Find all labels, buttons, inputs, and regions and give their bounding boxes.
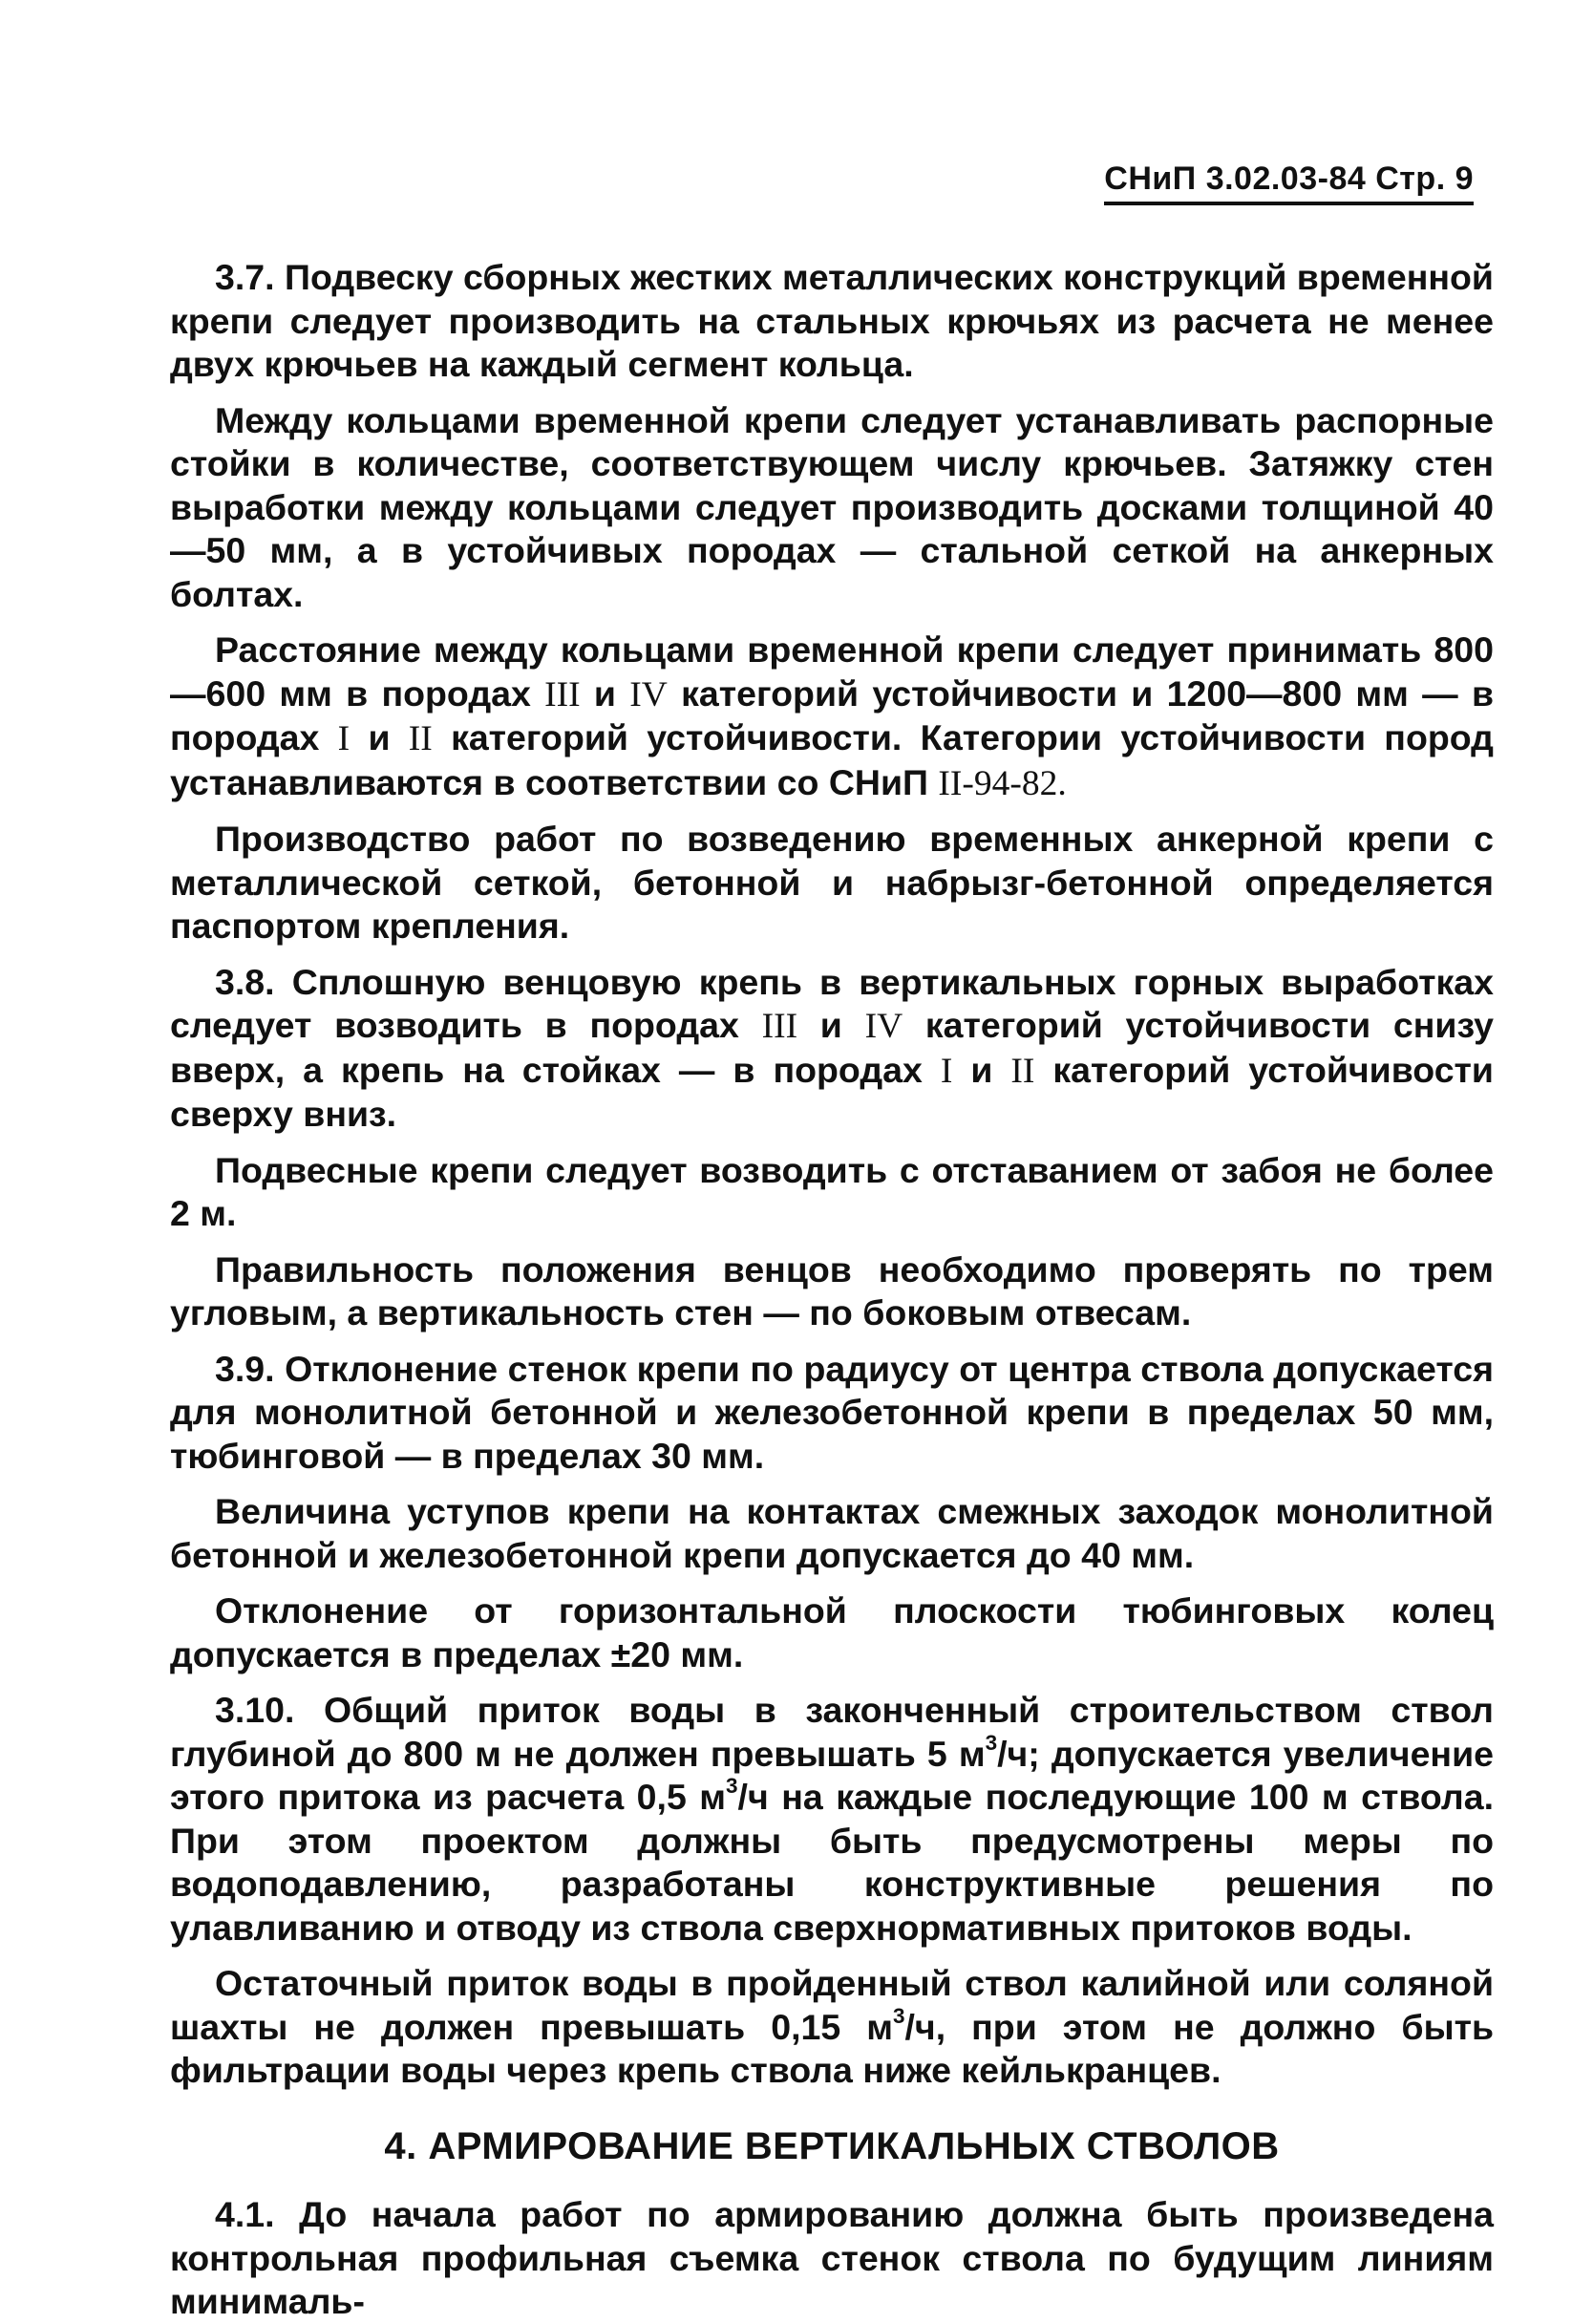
clause-number: 3.9. xyxy=(215,1348,275,1389)
paragraph: Производство работ по возведению временных анкерной крепи с металлической сеткой, бетонной и набрызг-бетонной определяется паспортом крепления. xyxy=(170,819,1494,946)
roman-numeral: III xyxy=(761,1007,798,1046)
page-header: СНиП 3.02.03-84 Стр. 9 xyxy=(1104,160,1474,205)
paragraph: Правильность положения венцов необходимо проверять по трем угловым, а вертикальность стен — по боковым отвесам. xyxy=(170,1248,1494,1333)
roman-numeral: IV xyxy=(864,1007,903,1046)
document-body xyxy=(170,256,1494,2324)
roman-numeral: I xyxy=(940,1051,953,1091)
paragraph xyxy=(170,629,1494,805)
text-run: категорий устойчивости и 1200—800 мм — в породах xyxy=(170,672,1495,757)
text-run: /ч на каждые последующие 100 м ствола. При этом проектом должны быть предусмотрены меры по водоподавлению, разработаны конструктивные решения по улавливанию и отводу из ствола сверхнормативных притоков воды. xyxy=(170,1777,1494,1948)
clause-number: 3.7. xyxy=(215,257,275,297)
superscript: 3 xyxy=(985,1730,998,1755)
roman-numeral: II xyxy=(1010,1051,1035,1091)
section-heading: 4. АРМИРОВАНИЕ ВЕРТИКАЛЬНЫХ СТВОЛОВ xyxy=(384,2124,1280,2167)
paragraph-3-9 xyxy=(170,1348,1494,1479)
text-run: категорий устойчивости. Категории устойчивости пород устанавливаются в соответствии со СНиП xyxy=(170,717,1494,802)
text-run: /ч, при этом не должно быть фильтрации воды через крепь ствола ниже кейлькранцев. xyxy=(170,2006,1495,2090)
text-run: и xyxy=(970,1049,993,1090)
clause-number: 3.8. xyxy=(215,961,275,1002)
text-run: Общий приток воды в законченный строительством ствол глубиной до 800 м не должен превышать 5 м xyxy=(170,1690,1494,1774)
superscript: 3 xyxy=(893,2003,905,2028)
text-run: Расстояние между кольцами временной крепи следует принимать 800—600 мм в породах xyxy=(170,629,1494,714)
superscript: 3 xyxy=(726,1774,738,1799)
paragraph: Подвесные крепи следует возводить с отставанием от забоя не более 2 м. xyxy=(170,1149,1494,1233)
text-run: Остаточный приток воды в пройденный ствол калийной или соляной шахты не должен превышать 0,15 м xyxy=(170,1963,1494,2047)
paragraph-text: Подвеску сборных жестких металлических конструкций временной крепи следует производить на стальных крючьях из расчета не менее двух крючьев на каждый сегмент кольца. xyxy=(170,257,1494,384)
paragraph-3-7 xyxy=(170,256,1494,387)
text-run: /ч; допускается увеличение этого притока из расчета 0,5 м xyxy=(170,1733,1494,1817)
paragraph xyxy=(170,1962,1494,2093)
text-run: и xyxy=(593,672,616,714)
paragraph-3-10 xyxy=(170,1689,1494,1950)
clause-number: 3.10. xyxy=(215,1690,295,1730)
paragraph-3-8 xyxy=(170,961,1494,1137)
text-run: и xyxy=(819,1005,842,1045)
roman-numeral: III xyxy=(544,674,581,714)
roman-numeral: II-94-82. xyxy=(938,763,1067,803)
text-run: категорий устойчивости сверху вниз. xyxy=(170,1049,1494,1134)
paragraph-text: Отклонение стенок крепи по радиусу от центра ствола допускается для монолитной бетонной и железобетонной крепи в пределах 50 мм, тюбинговой — в пределах 30 мм. xyxy=(170,1348,1494,1476)
paragraph-text: До начала работ по армированию должна быть произведена контрольная профильная съемка стенок ствола по будущим линиям минималь- xyxy=(170,2194,1494,2321)
paragraph-4-1 xyxy=(170,2193,1494,2324)
clause-number: 4.1. xyxy=(215,2194,275,2234)
paragraph: Величина уступов крепи на контактах смежных заходок монолитной бетонной и железобетонной крепи допускается до 40 мм. xyxy=(170,1491,1494,1575)
text-run: и xyxy=(368,717,391,757)
paragraph: Отклонение от горизонтальной плоскости тюбинговых колец допускается в пределах ±20 мм. xyxy=(170,1590,1494,1674)
paragraph: Между кольцами временной крепи следует устанавливать распорные стойки в количестве, соответствующем числу крючьев. Затяжку стен выработки между кольцами следует производить досками толщиной 40—50 мм, а в устойчивых породах — стальной сеткой на анкерных болтах. xyxy=(170,399,1494,614)
roman-numeral: IV xyxy=(629,674,668,714)
text-run: категорий устойчивости снизу вверх, а крепь на стойках — в породах xyxy=(170,1005,1495,1090)
roman-numeral: I xyxy=(337,719,350,758)
roman-numeral: II xyxy=(408,719,433,758)
text-run: Сплошную венцовую крепь в вертикальных горных выработках следует возводить в породах xyxy=(170,961,1495,1045)
